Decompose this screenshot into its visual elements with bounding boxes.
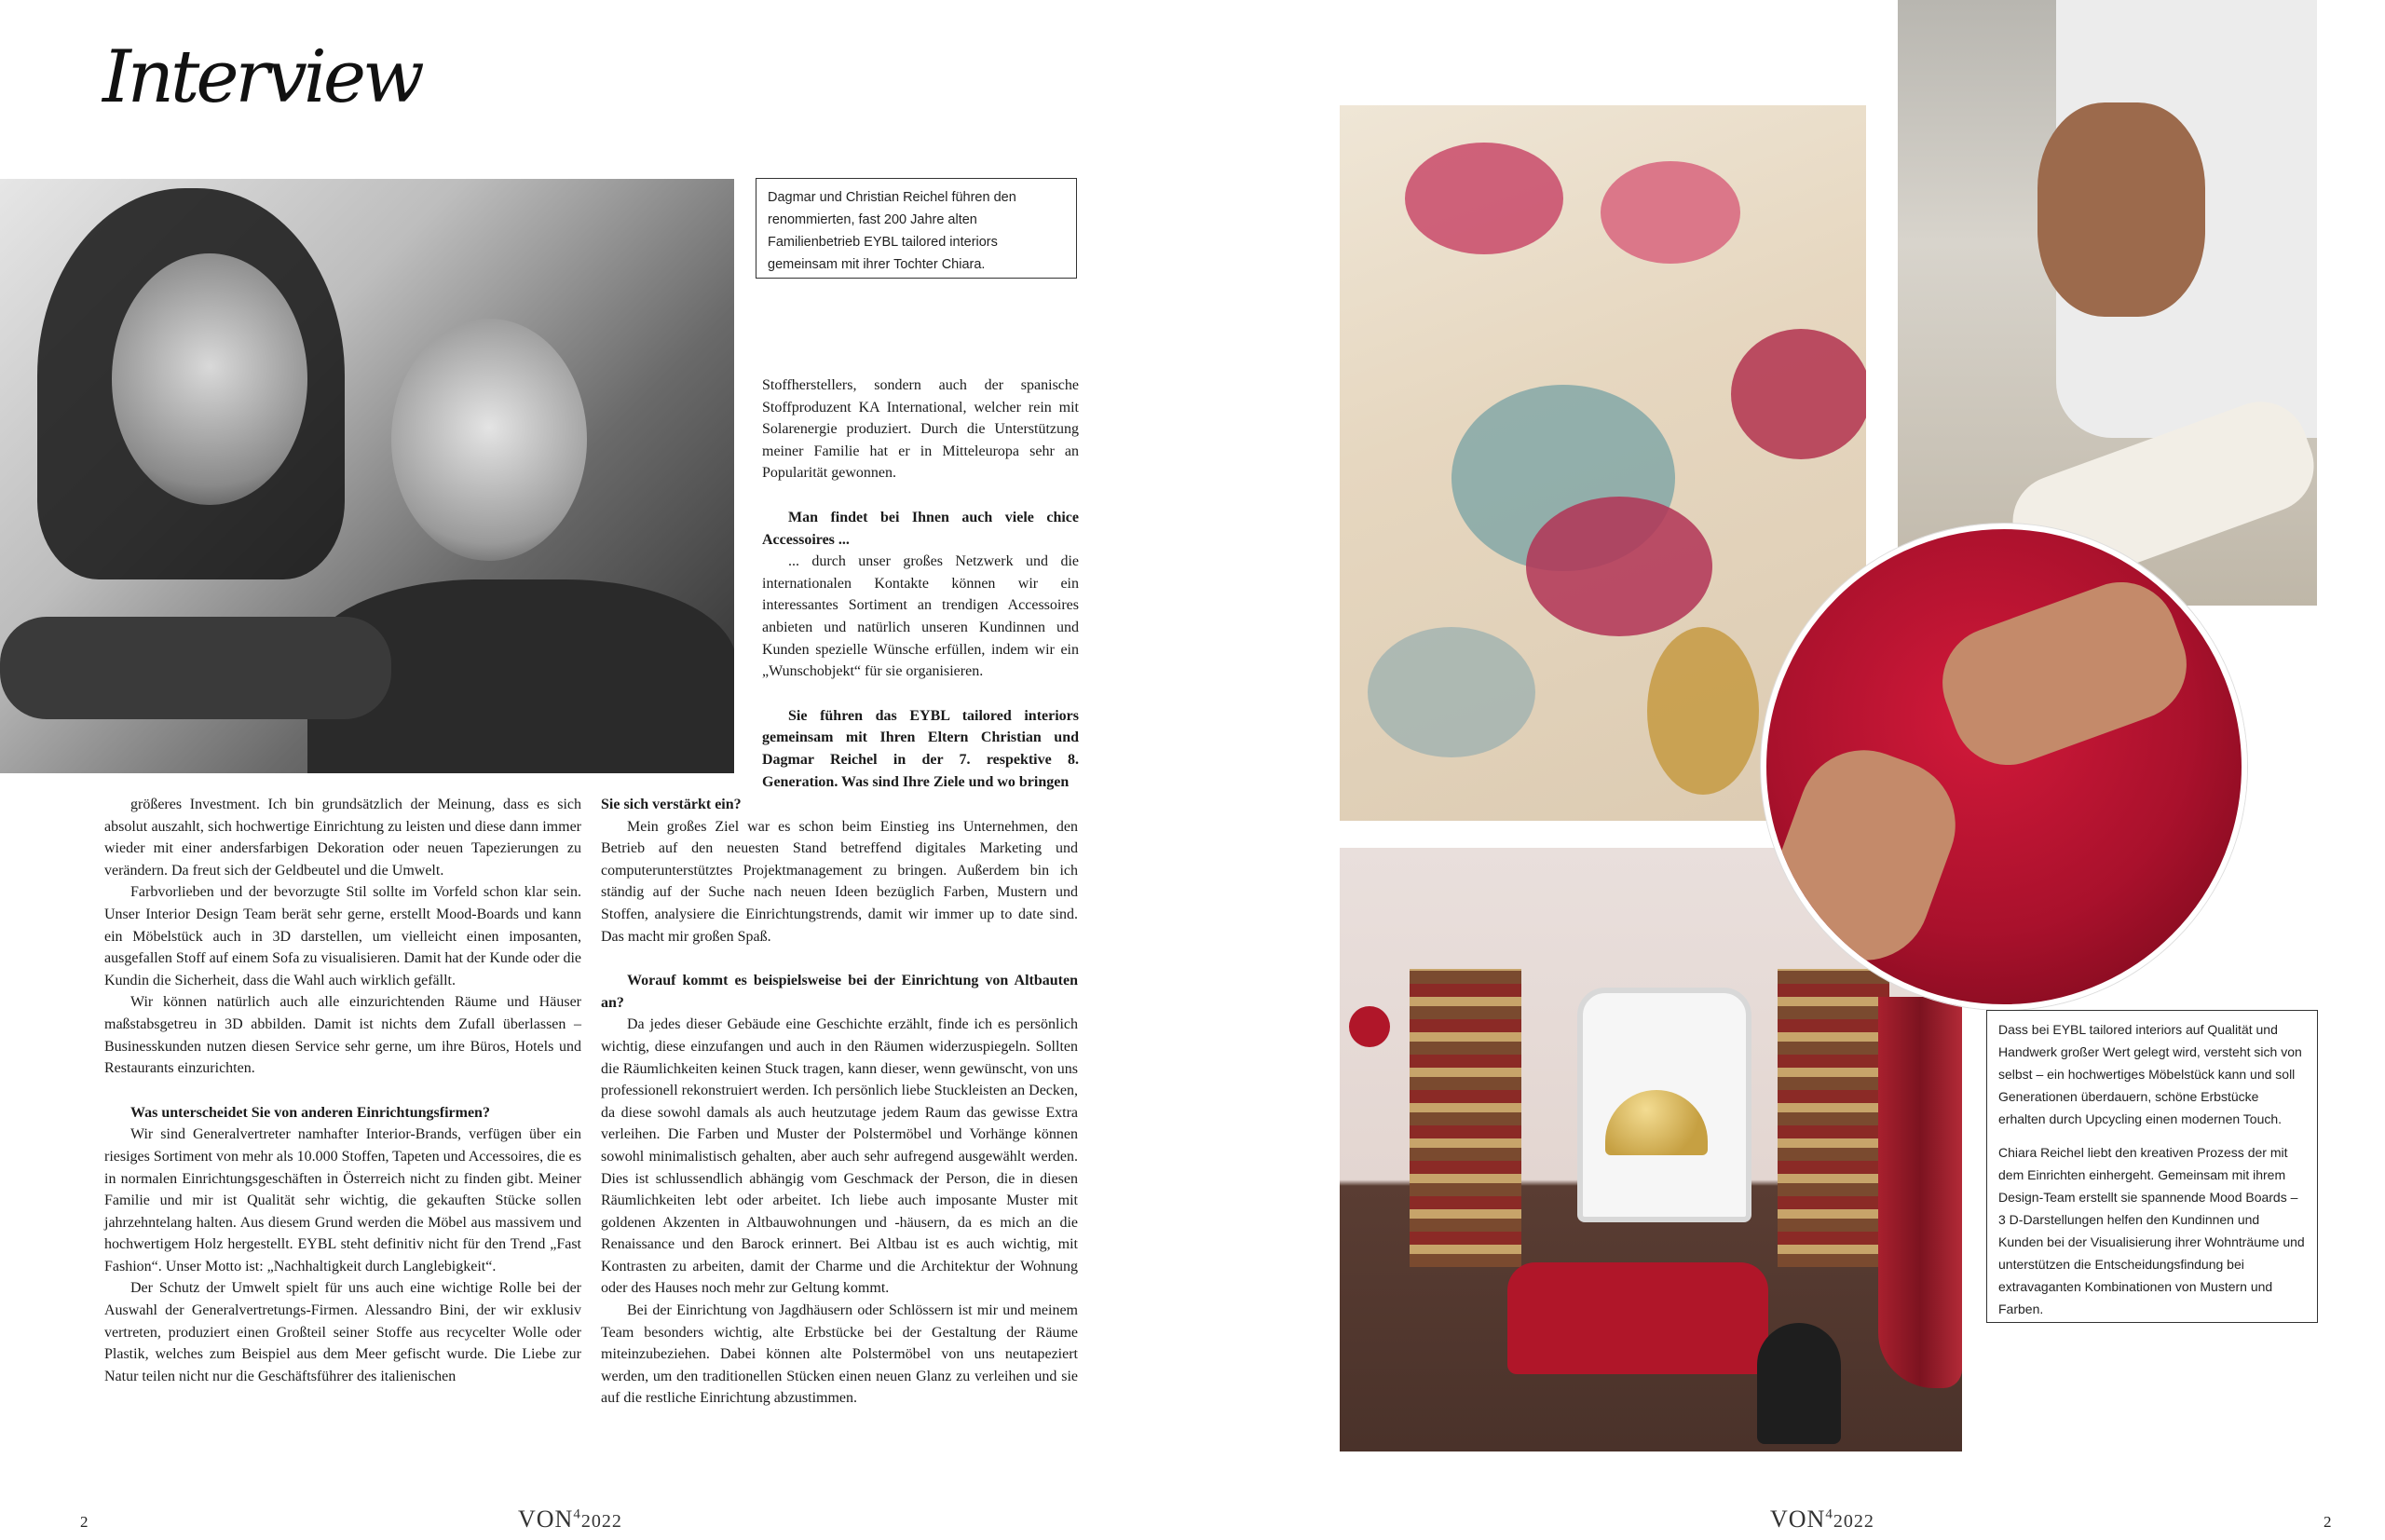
- interview-question: Sie sich verstärkt ein?: [601, 797, 742, 812]
- article-paragraph: Da jedes dieser Gebäude eine Geschichte erzählt, finde ich es persönlich wichtig, diese einzufangen und auch in den Räumen widerzuspiegeln. Sollten die Räumlichkeiten keinen Stuck tragen, kann dieser, wenn gewünscht, von uns professionell rekonstruiert werden. Ich persönlich liebe Stuckleisten an Decken, da diese sowohl damals als auch heutzutage jedem Raum das gewisse Extra verleihen. Die Farben und Muster der Polstermöbel und Vorhänge können sowohl minimalistisch gehalten, aber auch sehr aufregend ausgewählt werden. Dies ist schlussendlich abhängig vom Geschmack der Person, die in diesen Räumlichkeiten lebt oder arbeitet. Ich liebe auch imposante Muster mit goldenen Akzenten in Altbauwohnungen und -häusern, da es mich an die Renaissance und den Barock erinnert. Bei Altbau ist es auch wichtig, mit Kontrasten zu arbeiten, damit der Charme und die Architektur der Wohnung oder des Hauses noch mehr zur Geltung kommt.: [601, 1016, 1078, 1297]
- caption-names: Dagmar und Christian Reichel: [768, 190, 948, 205]
- article-paragraph: größeres Investment. Ich bin grundsätzlich der Meinung, dass es sich absolut auszahlt, sich hochwertige Einrichtung zu leisten und diese dann immer wieder mit einer andersfarbigen Dekoration oder neuen Tapezierungen zu verändern. Da freut sich der Geldbeutel und die Umwelt.: [104, 797, 581, 879]
- interview-question: Worauf kommt es beispielsweise bei der Einrichtung von Altbauten an?: [601, 973, 1078, 1011]
- magazine-logo-right: VON$^4$2022: [1770, 1506, 1874, 1533]
- caption-paragraph: Chiara Reichel liebt den kreativen Prozess der mit dem Einrichten einhergeht. Gemeinsam mit ihrem Design-Team erstellt sie spannende Mood Boards – 3 D-Darstellungen helfen den Kundinnen und Kunden bei der Visualisierung ihrer Wohnträume und unterstützen die Entscheidungsfindung bei extravaganten Kombinationen von Mustern und Farben.: [1998, 1145, 2305, 1316]
- page-number-right: 2: [2324, 1513, 2332, 1531]
- interview-question: Sie führen das EYBL tailored interiors gemeinsam mit Ihren Eltern Christian und Dagmar Reichel in der 7. respektive 8. Generation. Was sind Ihre Ziele und wo bringen: [762, 707, 1079, 790]
- magazine-logo-left: VON$^4$2022: [518, 1506, 622, 1533]
- article-paragraph: Farbvorlieben und der bevorzugte Stil sollte im Vorfeld schon klar sein. Unser Interior Design Team berät sehr gerne, erstellt Mood-Boards und kann ein Möbelstück auch in 3D darstellen, um vielleicht einen imposanten, ausgefallen Stoff auf einem Sofa zu visualisieren. Damit hat der Kunde oder die Kundin die Sicherheit, dass die Wahl auch wirklich gefällt.: [104, 884, 581, 988]
- article-paragraph: Wir sind Generalvertreter namhafter Interior-Brands, verfügen über ein riesiges Sortiment von mehr als 10.000 Stoffen, Tapeten und Accessoires, die es in normalen Einrichtungsgeschäften in Österreich nicht zu finden gibt. Meiner Familie und mir ist Qualität sehr wichtig, die gekauften Stücke sollen jahrzehntelang halten. Aus diesem Grund werden die Möbel aus massivem und hochwertigem Holz hergestellt. EYBL steht definitiv nicht für den Trend „Fast Fashion“. Unser Motto ist: „Nachhaltigkeit durch Langlebigkeit“.: [104, 1126, 581, 1274]
- page-title: Interview: [102, 35, 421, 119]
- interview-question: Was unterscheidet Sie von anderen Einrichtungsfirmen?: [130, 1104, 490, 1121]
- article-paragraph: Wir können natürlich auch alle einzurichtenden Räume und Häuser maßstabsgetreu in 3D abbilden. Damit ist nichts dem Zufall überlassen – Businesskunden nutzen diesen Service sehr gerne, um ihre Büros, Hotels und Restaurants einzurichten.: [104, 994, 581, 1077]
- caption-box-craft: [1986, 1010, 2318, 1323]
- article-column-left: [104, 794, 581, 1387]
- craftsman-photo: [1898, 0, 2317, 606]
- caption-text: führen den renommierten, fast 200 Jahre alten Familienbetrieb EYBL tailored interiors gemeinsam mit ihrer Tochter Chiara.: [768, 190, 1016, 272]
- article-column-top: [762, 375, 1079, 793]
- article-paragraph: Mein großes Ziel war es schon beim Einstieg ins Unternehmen, den Betrieb auf den neuesten Stand betreffend digitales Marketing und computerunterstütztes Projektmanagement zu bringen. Außerdem bin ich ständig auf der Suche nach neuen Ideen bezüglich Farben, Mustern und Stoffen, analysiere die Einrichtungstrends, damit wir immer up to date sind. Das macht mir großen Spaß.: [601, 818, 1078, 945]
- velvet-upholstery-photo: [1761, 524, 2247, 1010]
- article-paragraph: Bei der Einrichtung von Jagdhäusern oder Schlössern ist mir und meinem Team besonders wichtig, alte Erbstücke bei der Gestaltung der Räume miteinzubeziehen. Dabei können alte Polstermöbel von uns neutapeziert werden, um den traditionellen Stücken einen neuen Glanz zu verleihen und sie auf die restliche Einrichtung abzustimmen.: [601, 1302, 1078, 1407]
- article-paragraph: Stoffherstellers, sondern auch der spanische Stoffproduzent KA International, welcher rein mit Solarenergie produziert. Durch die Unterstützung meiner Familie hat er in Mitteleuropa sehr an Popularität gewonnen.: [762, 377, 1079, 482]
- caption-box-portrait: [756, 178, 1077, 279]
- article-column-right: [601, 794, 1078, 1410]
- page-number-left: 2: [80, 1513, 89, 1531]
- portrait-photo: [0, 179, 734, 773]
- interview-question: Man findet bei Ihnen auch viele chice Accessoires ...: [762, 509, 1079, 548]
- caption-paragraph: Dass bei EYBL tailored interiors auf Qualität und Handwerk großer Wert gelegt wird, versteht sich von selbst – ein hochwertiges Möbelstück kann und soll Generationen überdauern, schöne Erbstücke erhalten durch Upcycling einen modernen Touch.: [1998, 1022, 2302, 1126]
- article-paragraph: Der Schutz der Umwelt spielt für uns auch eine wichtige Rolle bei der Auswahl der Generalvertretungs-Firmen. Alessandro Bini, der wir exklusiv vertreten, produziert einen Großteil seiner Stoffe aus recycelter Wolle oder Plastik, welches zum Beispiel aus dem Meer gefischt wurde. Die Liebe zur Natur teilen nicht nur die Geschäftsführer des italienischen: [104, 1280, 581, 1384]
- article-paragraph: ... durch unser großes Netzwerk und die internationalen Kontakte können wir ein interessantes Sortiment an trendigen Accessoires anbieten und natürlich unseren Kundinnen und Kunden spezielle Wünsche erfüllen, indem wir ein „Wunschobjekt“ für sie organisieren.: [762, 553, 1079, 680]
